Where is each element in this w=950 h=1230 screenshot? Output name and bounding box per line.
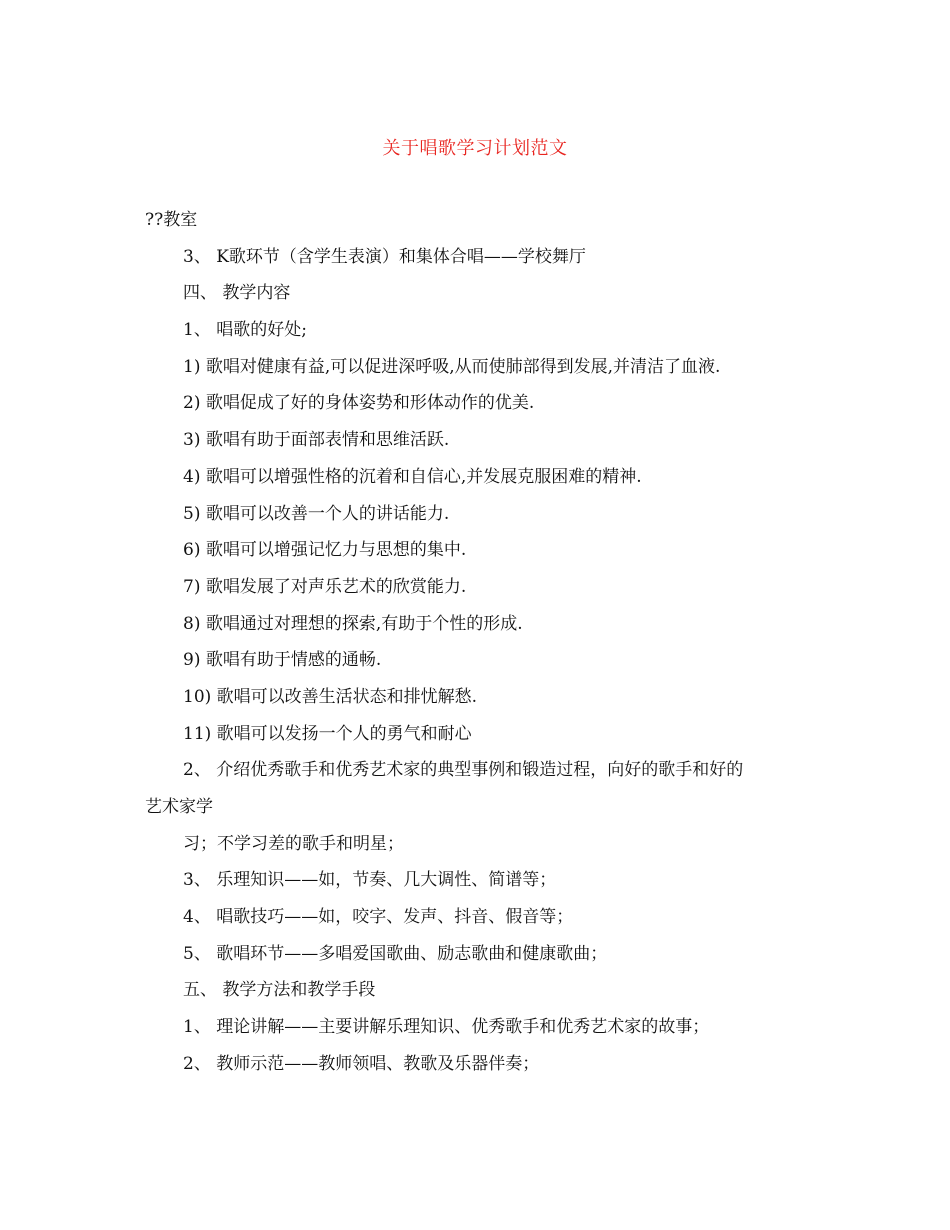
text-line: 1、 唱歌的好处; bbox=[183, 320, 307, 341]
text-line: 3、 乐理知识——如，节奏、几大调性、简谱等； bbox=[183, 870, 557, 891]
text-line: 1、 理论讲解——主要讲解乐理知识、优秀歌手和优秀艺术家的故事； bbox=[183, 1017, 710, 1038]
text-line: 4) 歌唱可以增强性格的沉着和自信心,并发展克服困难的精神. bbox=[183, 466, 642, 487]
text-line: 1) 歌唱对健康有益,可以促进深呼吸,从而使肺部得到发展,并清洁了血液. bbox=[183, 356, 721, 377]
document-title: 关于唱歌学习计划范文 bbox=[382, 138, 568, 159]
text-line: 3、 K歌环节（含学生表演）和集体合唱——学校舞厅 bbox=[183, 246, 586, 267]
text-line: 8) 歌唱通过对理想的探索,有助于个性的形成. bbox=[183, 613, 523, 634]
text-line: 5) 歌唱可以改善一个人的讲话能力. bbox=[183, 503, 450, 524]
text-line: 10) 歌唱可以改善生活状态和排忧解愁. bbox=[183, 686, 478, 707]
text-line: 11) 歌唱可以发扬一个人的勇气和耐心 bbox=[183, 723, 472, 744]
text-line: 5、 歌唱环节——多唱爱国歌曲、励志歌曲和健康歌曲； bbox=[183, 943, 608, 964]
text-line: 3) 歌唱有助于面部表情和思维活跃. bbox=[183, 430, 450, 451]
text-line: 6) 歌唱可以增强记忆力与思想的集中. bbox=[183, 540, 467, 561]
text-line: 2、 介绍优秀歌手和优秀艺术家的典型事例和锻造过程，向好的歌手和好的 bbox=[183, 760, 744, 781]
text-line: 4、 唱歌技巧——如，咬字、发声、抖音、假音等； bbox=[183, 907, 574, 928]
text-line: 艺术家学 bbox=[145, 797, 213, 817]
text-line: 2) 歌唱促成了好的身体姿势和形体动作的优美. bbox=[183, 393, 535, 414]
text-line: 四、 教学内容 bbox=[183, 283, 291, 304]
text-line: 7) 歌唱发展了对声乐艺术的欣赏能力. bbox=[183, 576, 467, 597]
text-line: 2、 教师示范——教师领唱、教歌及乐器伴奏； bbox=[183, 1053, 540, 1074]
text-line: ??教室 bbox=[145, 210, 198, 230]
text-line: 9) 歌唱有助于情感的通畅. bbox=[183, 650, 382, 671]
document-body bbox=[145, 202, 825, 1083]
text-line: 五、 教学方法和教学手段 bbox=[183, 980, 376, 1001]
text-line: 习；不学习差的歌手和明星； bbox=[183, 833, 404, 854]
